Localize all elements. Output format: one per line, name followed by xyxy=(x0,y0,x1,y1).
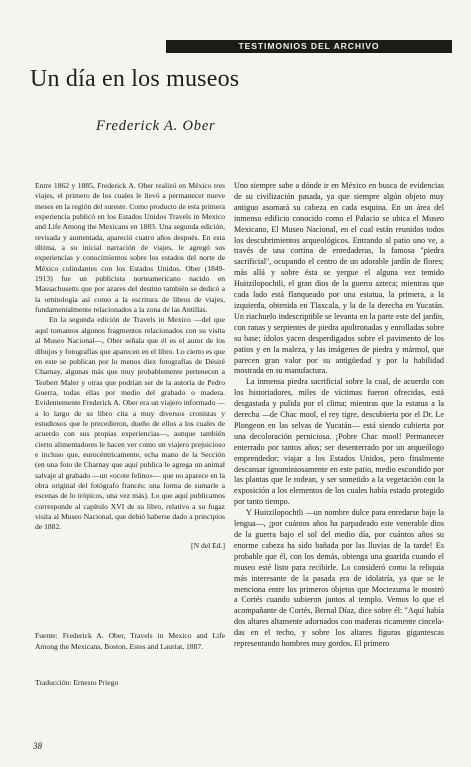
source-note: Fuente: Frederick A. Ober, Travels in Mexico and Life Among the Mexicans, Boston, Estes and Lauriat, 1887. xyxy=(35,631,225,651)
article-author: Frederick A. Ober xyxy=(96,118,216,134)
intro-column xyxy=(35,181,225,551)
section-banner: TESTIMONIOS DEL ARCHIVO xyxy=(166,40,452,53)
intro-paragraph: En la segunda edición de Travels in Mexico —del que aquí tomamos algunos fragmentos relacionados con su visita al Museo Nacional—, Ober señala que él es el autor de los dibujos y fotografías que aparecen en el libro. Lo cierto es que en este se publican por lo menos diez fotografías de Désiré Charnay, algunas más que muy probablemente pertenecen a Teobert Maler y otras que podrían ser de la autoría de Pedro Guerra, todas ellas por medio del grabado o madera. Evidentemente Frederick A. Ober era un viajero informado —a lo largo de su libro cita a muy diversos cronistas y estudiosos que le precedieron, dueño de ellos a los cuales de acuerdo con sus propias experiencias—, aunque también cierto alimentadores le hacen ver como un viajero prejuicioso e incluso que, eurocéntricamente, echa mano de la Sección (en una foto de Charnay que aquí publica le agrega un animal salvaje al grabado —un «ocote felino»— que no aparece en la obra original del fotógrafo francés: una forma de sumarle a escenas de lo trópicos, una vez más). Lo que aquí publicamos corresponde al capítulo XVI de su libro, relativo a su fugaz visita al Museo Nacional, que debió haberse dado a principios de 1882. xyxy=(35,315,225,532)
body-paragraph: La inmensa piedra sacrificial sobre la cual, de acuerdo con los historiadores, miles de víctimas fueron ofrecidas, está desgastada y pulida por el clima; mientras que la estatua a la derecha —de Chac mool, el rey tigre, descubierta por el Dr. Le Plongeon en las selvas de Yucatán— está siendo cubierta por una decoloración perniciosa. ¡Pobre Chac mool! Permanecer enterrado por tantos años; ser desenterrado por un arqueólogo emprendedor; viajar a los Estados Unidos, pero finalmente descansar ignominiosamente en este patio, medio escondido por las plantas que le rodean, y ser sometido a la vegetación con la exposición a los elementos de los cuales había estado protegido por tanto tiempo. xyxy=(234,377,444,507)
body-paragraph: Uno siempre sabe a dónde ir en México en busca de evidencias de su civilización pasada, ya que siempre algún objeto muy antiguo asomará su cabeza en cada esquina. En un área del inmenso edificio conocido como el Palacio se ubica el Museo Mexicano, El Museo Nacional, en el cual están reunidos todos los descubrimientos arqueológicos. Entrando al patio uno ve, a través de una cortina de enredaderas, la famosa "piedra sacrificial", ocupando el centro de un adorable jardín de flores; más allá y sobre ésta se yergue el alguna vez temido Huitzilopochtli, el gran dios de la guerra azteca; mientras que cada lado está flanqueado por una estatua, la primera, a la izquierda, obtenida en Tlaxcala, y la de la derecha en Yucatán. Un riachuelo indescriptible se levanta en la parte este del jardín, con ranas y serpientes de piedra apoltronadas y enrolladas sobre su base; ídolos yacen desperdigados sobre el pavimento de los patios y en la maleza, y las imágenes de piedra y mármol, que parecen gran valor por su antigüedad y por la habilidad mostrada en su manufactura. xyxy=(234,181,444,376)
editor-signature: [N del Ed.] xyxy=(191,540,225,550)
page-number: 38 xyxy=(33,741,42,751)
body-paragraph: Y Huitzilopochtli —un nombre dulce para enredarse bajo la lengua—, ¡por cuántos años ha parpadeado este venerable dios de la guerra bajo el sol del medio día, por cuántos años su enorme cabeza ha sido bañada por las lluvias de la tarde! Es probable que él, con los demás, obtenga una guarida cuando el museo esté listo para recibirle. Lo consideró como la reliquia más interesante de la pasada era de idolatría, ya que se le menciona entre los primeros objetos que Moctezuma le mostró a Cortés cuando subieron juntos al templo. Vemos lo que el acompañante de Cortés, Bernal Díaz, dice sobre él: "Aquí había dos altares altamente adornados con maderas ricamente cinceladas en el techo, y sobre los altares figuras gigantescas representando hombres muy gordos. El primero xyxy=(234,508,444,649)
intro-paragraph: Entre 1862 y 1885, Frederick A. Ober realizó en México tres viajes, el primero de los cuales le llevó a permanecer nueve meses en la región del sureste. Como producto de esta primera experiencia publicó en los Estados Unidos Travels in Mexico and Life Among the Mexicans en 1883. Una segunda edición, revisada y aumentada, apareció cuatro años después. En esta última, a su inicial narración de viajes, le agregó sus experiencias y conocimientos sobre los estados del norte de México colindantes con los Estados Unidos. Ober (1849-1913) fue un publicista norteamericano nacido en Massachusetts que por azares del destino también se dedicó a la ornitología así como a la escritura de libros de viajes, fundamentalmente relacionados a la zona de las Antillas. xyxy=(35,181,225,315)
article-title: Un día en los museos xyxy=(30,66,240,92)
body-column xyxy=(234,181,444,650)
translation-credit: Traducción: Ernesto Priego xyxy=(35,678,119,687)
